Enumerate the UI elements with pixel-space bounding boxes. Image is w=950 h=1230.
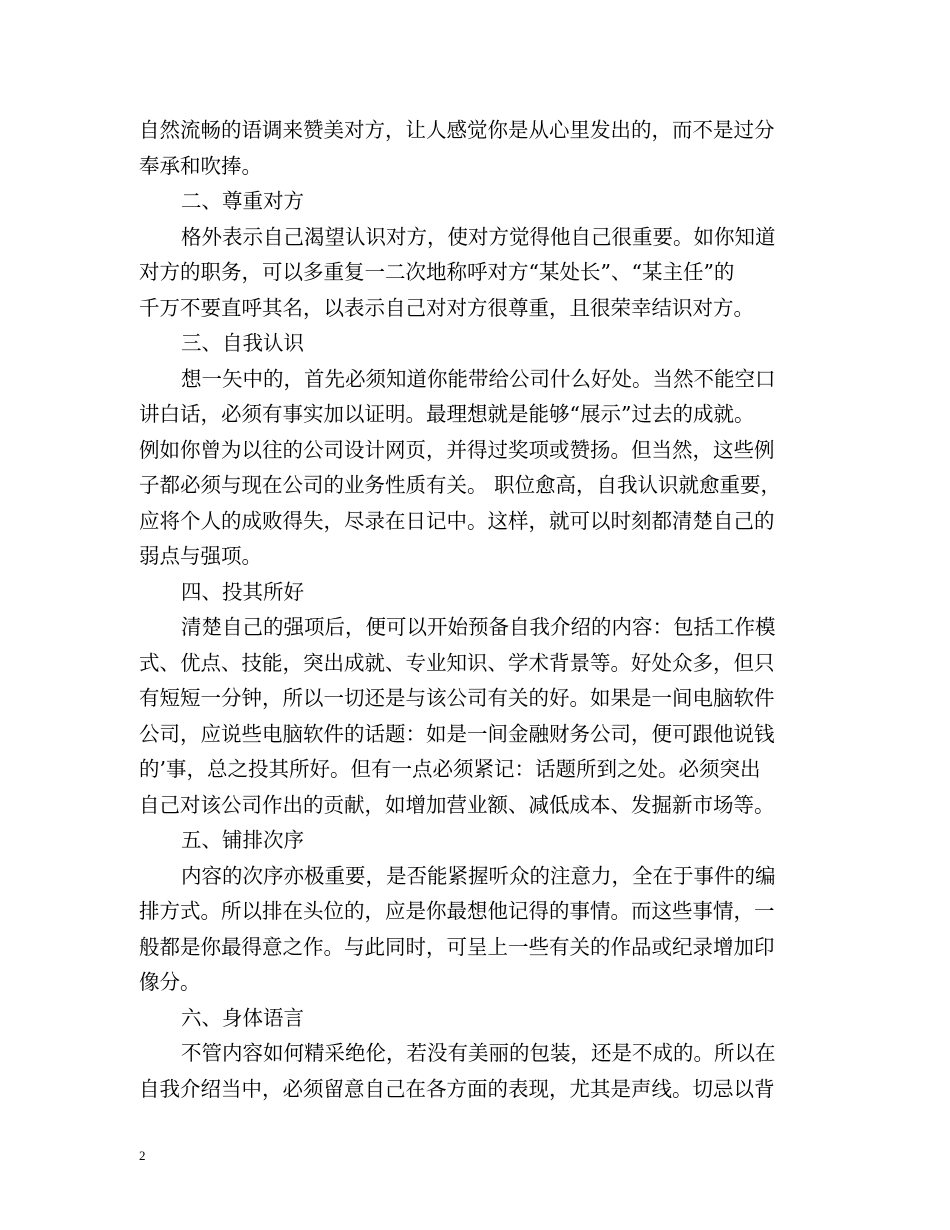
text-line: 奉承和吹捧。 — [139, 153, 262, 178]
paragraph-first-line: 想一矢中的，首先必须知道你能带给公司什么好处。当然不能空口 — [181, 366, 776, 391]
section-heading: 四、投其所好 — [181, 579, 304, 604]
section-heading: 五、铺排次序 — [181, 828, 304, 852]
text-line: 自己对该公司作出的贡献，如增加营业额、减低成本、发掘新市场等。 — [139, 792, 775, 817]
text-line: 应将个人的成败得失，尽录在日记中。这样，就可以时刻都清楚自己的 — [139, 508, 775, 533]
text-line: 的’事，总之投其所好。但有一点必须紧记：话题所到之处。必须突出 — [139, 757, 761, 781]
paragraph-first-line: 内容的次序亦极重要，是否能紧握听众的注意力，全在于事件的编 — [181, 863, 776, 888]
text-line: 式、优点、技能，突出成就、专业知识、学术背景等。好处众多，但只 — [139, 650, 775, 675]
body-text — [139, 113, 825, 1107]
text-line: 弱点与强项。 — [139, 544, 262, 568]
text-line: 子都必须与现在公司的业务性质有关。 职位愈高，自我认识就愈重要， — [139, 473, 782, 497]
text-line: 自然流畅的语调来赞美对方，让人感觉你是从心里发出的，而不是过分 — [139, 118, 775, 142]
text-line: 像分。 — [139, 970, 201, 994]
text-line: 公司，应说些电脑软件的话题：如是一间金融财务公司，便可跟他说钱 — [139, 721, 775, 746]
text-line: 千万不要直呼其名，以表示自己对对方很尊重，且很荣幸结识对方。 — [139, 295, 754, 320]
section-heading: 三、自我认识 — [181, 331, 304, 355]
paragraph-first-line: 清楚自己的强项后，便可以开始预备自我介绍的内容：包括工作模 — [181, 615, 776, 639]
text-line: 例如你曾为以往的公司设计网页，并得过奖项或赞扬。但当然，这些例 — [139, 437, 775, 462]
text-line: 对方的职务，可以多重复一二次地称呼对方“某处长”、“某主任”的 — [139, 260, 735, 284]
section-heading: 六、身体语言 — [181, 1005, 304, 1030]
paragraph-first-line: 格外表示自己渴望认识对方，使对方觉得他自己很重要。如你知道 — [181, 224, 776, 249]
text-line: 排方式。所以排在头位的，应是你最想他记得的事情。而这些事情，一 — [139, 899, 775, 923]
text-line: 有短短一分钟，所以一切还是与该公司有关的好。如果是一间电脑软件 — [139, 686, 775, 710]
paragraph-first-line: 不管内容如何精采绝伦，若没有美丽的包装，还是不成的。所以在 — [181, 1041, 776, 1065]
section-heading: 二、尊重对方 — [181, 189, 304, 213]
page-number: 2 — [139, 1148, 146, 1163]
text-line: 讲白话，必须有事实加以证明。最理想就是能够“展示”过去的成就。 — [139, 402, 755, 426]
text-line: 般都是你最得意之作。与此同时，可呈上一些有关的作品或纪录增加印 — [139, 934, 775, 959]
text-line: 自我介绍当中，必须留意自己在各方面的表现，尤其是声线。切忌以背 — [139, 1076, 775, 1101]
